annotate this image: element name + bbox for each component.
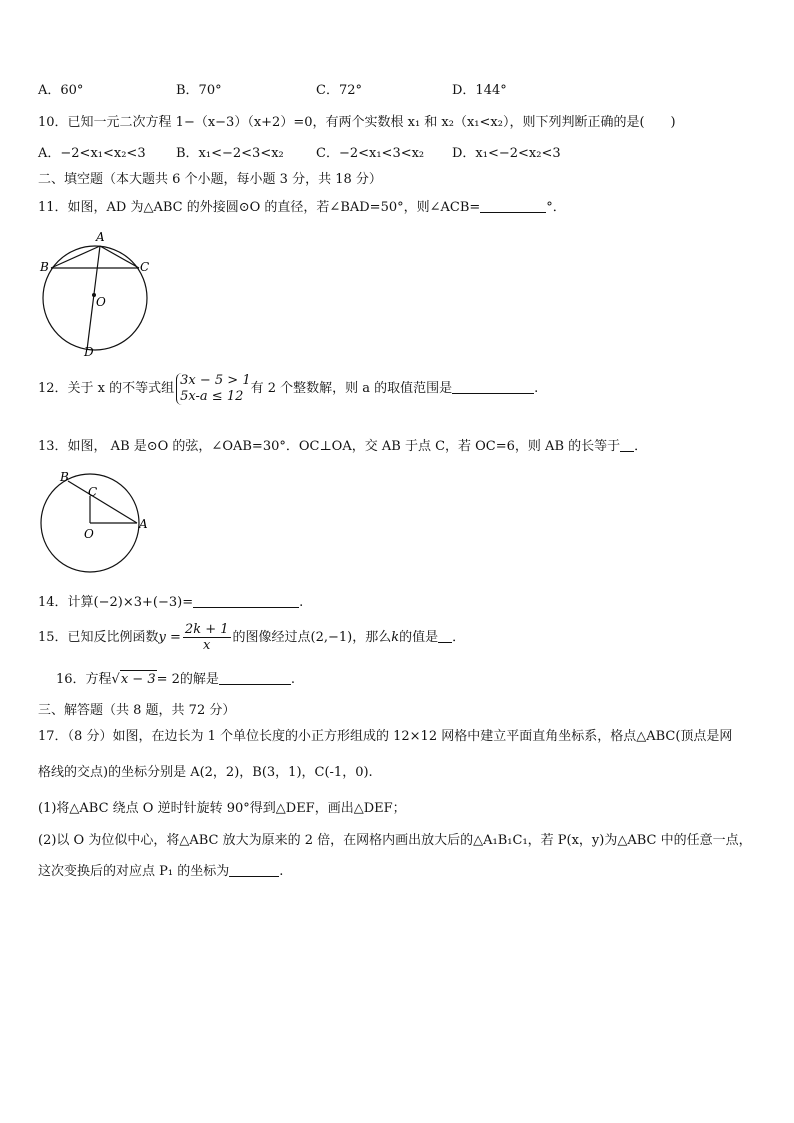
q12-prefix: 12．关于 x 的不等式组 (38, 381, 175, 396)
q15-y: y = (158, 630, 181, 645)
q12-suffix: 有 2 个整数解，则 a 的取值范围是 (250, 381, 453, 396)
q13-text (38, 437, 647, 456)
q17-line-5-end: . (279, 864, 284, 879)
q10-option-c: C．−2<x₁<3<x₂ (316, 146, 425, 161)
q12-inequality-1: 3x − 5 > 1 (180, 372, 251, 388)
q17-line-2: 格线的交点)的坐标分别是 A(2，2)，B(3，1)，C(-1，0). (38, 765, 373, 780)
q17-line-5-text: 这次变换后的对应点 P₁ 的坐标为 (38, 864, 230, 879)
q16-radicand: x − 3 (120, 672, 156, 687)
q13-label-c: C (88, 485, 98, 499)
q14-question: 14．计算(−2)×3+(−3)= (38, 595, 194, 610)
section-3-heading: 三、解答题（共 8 题，共 72 分） (38, 703, 236, 718)
q11-question: 11．如图，AD 为△ABC 的外接圆⊙O 的直径，若∠BAD=50°，则∠ACB= (38, 200, 481, 215)
q15-text (38, 620, 465, 656)
q13-figure (38, 466, 152, 578)
q9-option-b: B．70° (176, 83, 222, 98)
q17-line-1: 17．（8 分）如图，在边长为 1 个单位长度的小正方形组成的 12×12 网格中建立平面直角坐标系，格点△ABC(顶点是网 (38, 729, 733, 744)
q15-numerator: 2k + 1 (184, 622, 229, 637)
q15-suffix: 的值是 (399, 630, 439, 645)
q11-text (38, 198, 566, 217)
q11-label-a: A (96, 230, 105, 244)
q12-end: . (534, 381, 539, 396)
q11-label-d: D (84, 345, 94, 358)
q17-line-3: (1)将△ABC 绕点 O 逆时针旋转 90°得到△DEF，画出△DEF； (38, 801, 406, 816)
q15-prefix: 15．已知反比例函数 (38, 630, 159, 645)
q16-suffix: 的解是 (179, 672, 219, 687)
q12-inequality-system (176, 373, 250, 405)
q12-answer-blank (452, 379, 534, 394)
q10-option-b: B．x₁<−2<3<x₂ (176, 146, 284, 161)
q10-text: 10．已知一元二次方程 1−（x−3）（x+2）=0，有两个实数根 x₁ 和 x₂（x₁<x₂），则下列判断正确的是( ) (38, 115, 676, 130)
q11-suffix: °． (546, 200, 566, 215)
q9-option-d: D．144° (452, 83, 507, 98)
q13-label-o: O (84, 527, 94, 541)
q15-mid2: ，那么 (352, 630, 392, 645)
q15-k: k (391, 630, 400, 645)
q13-label-b: B (60, 470, 69, 484)
q14-text (38, 593, 303, 612)
q16-answer-blank (219, 670, 291, 685)
q15-point: (2,−1) (310, 630, 353, 645)
q16-text (56, 670, 295, 689)
q12-text (38, 372, 538, 406)
q14-answer-blank (193, 593, 299, 608)
q14-end: . (299, 595, 304, 610)
q15-end: ． (452, 630, 466, 645)
q12-inequality-2: 5x-a ≤ 12 (180, 388, 244, 404)
q11-label-o: O (96, 295, 106, 309)
q11-answer-blank (480, 198, 546, 213)
q15-mid: 的图像经过点 (232, 630, 311, 645)
q13-question: 13．如图， AB 是⊙O 的弦，∠OAB=30°．OC⊥OA，交 AB 于点 C，若 OC=6，则 AB 的长等于 (38, 439, 621, 454)
q15-fraction (183, 622, 231, 653)
q9-option-c: C．72° (316, 83, 362, 98)
q10-option-d: D．x₁<−2<x₂<3 (452, 146, 561, 161)
q16-end: . (290, 672, 296, 687)
q15-denominator: x (203, 638, 211, 653)
q11-figure (38, 228, 158, 358)
q17-line-5 (38, 862, 283, 881)
q16-prefix: 16．方程 (56, 672, 112, 687)
q13-label-a: A (139, 517, 148, 531)
q16-radical: √ (111, 672, 120, 687)
q11-label-c: C (140, 260, 150, 274)
q13-answer-blank (620, 437, 634, 452)
q10-option-a: A．−2<x₁<x₂<3 (38, 146, 146, 161)
q17-line-4: (2)以 O 为位似中心，将△ABC 放大为原来的 2 倍，在网格内画出放大后的△A₁B₁C₁，若 P(x，y)为△ABC 中的任意一点， (38, 833, 752, 848)
q17-answer-blank (229, 862, 279, 877)
q15-answer-blank (438, 628, 452, 643)
section-2-heading: 二、填空题（本大题共 6 个小题，每小题 3 分，共 18 分） (38, 172, 382, 187)
q9-option-a: A．60° (38, 83, 84, 98)
q13-end: ． (634, 439, 648, 454)
q11-label-b: B (40, 260, 49, 274)
q16-eq: = 2 (156, 672, 180, 687)
